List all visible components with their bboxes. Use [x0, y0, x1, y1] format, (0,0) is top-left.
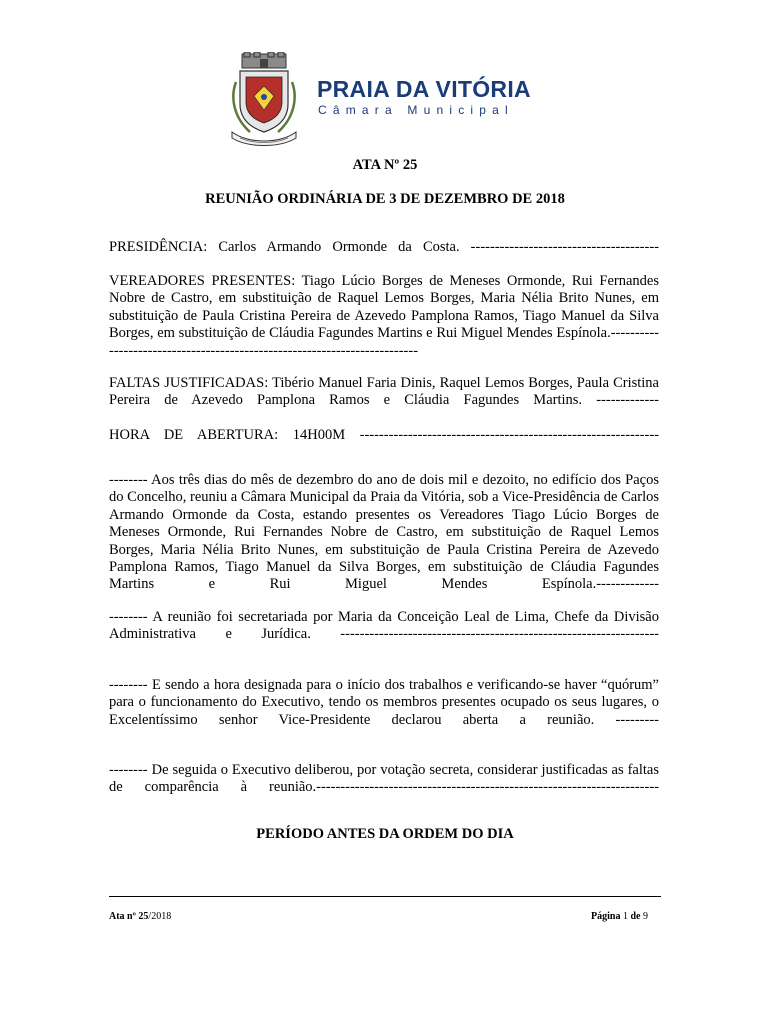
footer-page-of: de: [630, 911, 641, 922]
footer-page-word: Página: [591, 911, 621, 922]
brand-subtitle: Câmara Municipal: [318, 103, 514, 117]
paragraph-abertura: -------- Aos três dias do mês de dezembro do ano de dois mil e dezoito, no edifício dos Paços do Concelho, reuniu a Câmara Municipal da Praia da Vitória, sob a Vice-Presidência de Carlos Armando Ormonde da Costa, estando presentes os Vereadores Tiago Lúcio Borges de Meneses Ormonde, Rui Fernandes Nobre de Castro, em substituição de Raquel Lemos Borges, Maria Nélia Brito Nunes, em substituição de Paula Cristina Pereira de Azevedo Pamplona Ramos, Tiago Manuel da Silva Borges, em substituição de Cláudia Fagundes Martins e Rui Miguel Mendes Espínola.-------------: [109, 472, 659, 593]
paragraph-hora-abertura: HORA DE ABERTURA: 14H00M --------------------------------------------------------------: [109, 427, 659, 443]
document-subtitle: REUNIÃO ORDINÁRIA DE 3 DE DEZEMBRO DE 2018: [205, 191, 565, 207]
paragraph-secretariado: -------- A reunião foi secretariada por Maria da Conceição Leal de Lima, Chefe da Divisão Administrativa e Jurídica. ------------------------------------------------------------------: [109, 609, 659, 643]
footer-year: /2018: [148, 911, 172, 922]
footer-ata-label: Ata nº 25: [109, 911, 149, 922]
footer-page-current: 1: [622, 911, 628, 922]
paragraph-faltas-justificadas: -------- De seguida o Executivo deliberou, por votação secreta, considerar justificadas as faltas de comparência à reunião.-----------------------------------------------------------------------: [109, 762, 659, 796]
section-heading: PERÍODO ANTES DA ORDEM DO DIA: [256, 826, 514, 842]
brand-name: PRAIA DA VITÓRIA: [317, 76, 531, 102]
paragraph-vereadores: VEREADORES PRESENTES: Tiago Lúcio Borges de Meneses Ormonde, Rui Fernandes Nobre de Castro, em substituição de Raquel Lemos Borges, Maria Nélia Brito Nunes, em substituição de Paula Cristina Pereira de Azevedo Pamplona Ramos, Tiago Manuel da Silva Borges, em substituição de Cláudia Fagundes Martins e Rui Miguel Mendes Espínola.--------------------------------------------------------------------------: [109, 273, 659, 359]
document-title: ATA Nº 25: [352, 157, 418, 173]
paragraph-quorum: -------- E sendo a hora designada para o início dos trabalhos e verificando-se haver “quórum” para o funcionamento do Executivo, tendo os membros presentes ocupado os seus lugares, o Excelentíssimo senhor Vice-Presidente declarou aberta a reunião. ---------: [109, 677, 659, 728]
footer-document-ref: [109, 911, 171, 922]
municipal-logo: [228, 52, 531, 152]
paragraph-faltas: FALTAS JUSTIFICADAS: Tibério Manuel Faria Dinis, Raquel Lemos Borges, Paula Cristina Pereira de Azevedo Pamplona Ramos e Cláudia Fagundes Martins. -------------: [109, 375, 659, 409]
footer-divider: [109, 896, 661, 897]
paragraph-presidencia: PRESIDÊNCIA: Carlos Armando Ormonde da Costa. ---------------------------------------: [109, 239, 659, 255]
footer-page-number: [591, 911, 648, 922]
coat-of-arms-icon: [228, 52, 300, 148]
footer-page-total: 9: [642, 911, 648, 922]
